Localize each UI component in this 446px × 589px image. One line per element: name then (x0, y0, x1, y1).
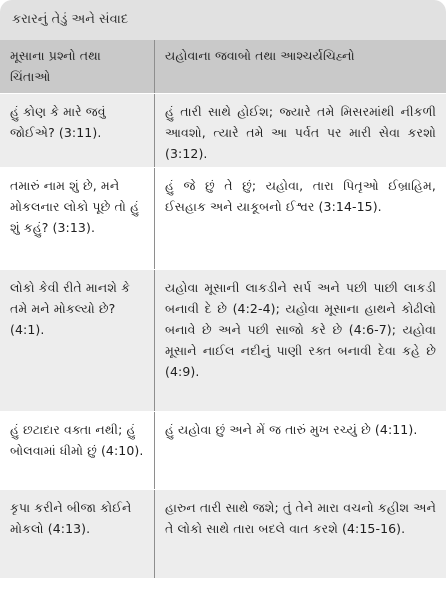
table-title: કરારનું તેડું અને સંવાદ (0, 0, 446, 40)
answer-cell: હું તારી સાથે હોઈશ; જ્યારે તમે મિસરમાંથી નીકળી આવશો, ત્યારે તમે આ પર્વત પર મારી સેવા કરશો (3:12). (165, 104, 436, 161)
table-row (0, 94, 446, 168)
question-cell: હું કોણ કે મારે જવું જોઈએ? (3:11). (0, 94, 155, 167)
question-cell: હું છટાદાર વક્તા નથી; હું બોલવામાં ધીમો છું (4:10). (0, 412, 155, 489)
table-row (0, 168, 446, 270)
header-questions: મૂસાના પ્રશ્નો તથા ચિંતાઓ (0, 40, 155, 93)
question-cell: તમારું નામ શું છે, મને મોકલનાર લોકો પૂછે તો હું શું કહું? (3:13). (0, 168, 155, 269)
header-answers: યહોવાના જવાબો તથા આશ્ચર્યચિહ્નો (165, 48, 355, 63)
answer-cell: હું યહોવા છું અને મેં જ તારું મુખ રચ્યું છે (4:11). (165, 422, 418, 437)
answer-cell: યહોવા મૂસાની લાકડીને સર્પ અને પછી પાછી લાકડી બનાવી દે છે (4:2-4); યહોવા મૂસાના હાથને કોઢીલો બનાવે છે અને પછી સાજો કરે છે (4:6-7); યહોવા મૂસાને નાઈલ નદીનું પાણી રક્ત બનાવી દેવા કહે છે (4:9). (165, 280, 436, 379)
table-row (0, 270, 446, 412)
question-cell: લોકો કેવી રીતે માનશે કે તમે મને મોકલ્યો છે? (4:1). (0, 270, 155, 411)
table-row (0, 412, 446, 490)
answer-cell: હારુન તારી સાથે જશે; તું તેને મારા વચનો કહીશ અને તે લોકો સાથે તારા બદલે વાત કરશે (4:15-16). (165, 500, 436, 536)
answer-cell: હું જે છું તે છું; યહોવા, તારા પિતૃઓ ઈબ્રાહિમ, ઈસહાક અને યાકૂબનો ઈશ્વર (3:14-15). (165, 178, 436, 214)
question-cell: કૃપા કરીને બીજા કોઈને મોકલો (4:13). (0, 490, 155, 578)
table-row (0, 490, 446, 579)
dialogue-table (0, 40, 446, 579)
table-header-row (0, 40, 446, 94)
